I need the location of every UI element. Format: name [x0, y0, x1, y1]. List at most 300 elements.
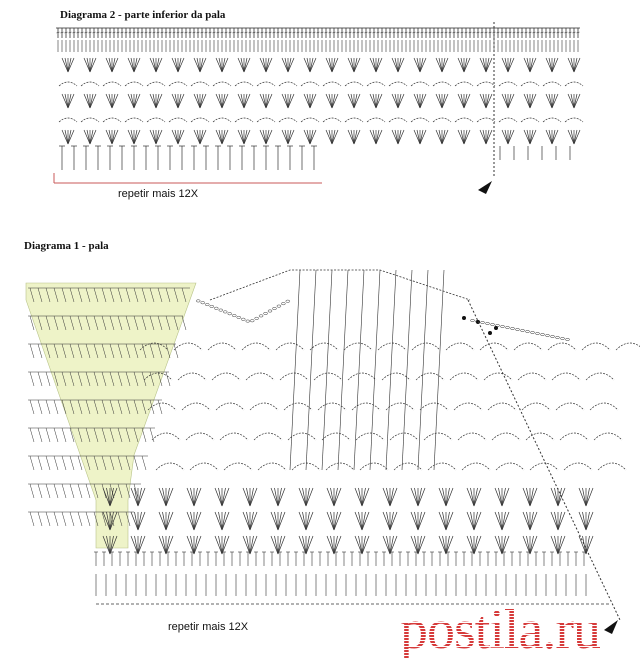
fan-stitch — [65, 58, 68, 72]
fan-stitch — [439, 488, 446, 506]
fan-stitch — [579, 512, 586, 530]
fan-stitch — [288, 94, 291, 108]
chain-stitch — [486, 322, 490, 324]
fan-stitch — [131, 58, 134, 72]
fan-stitch — [480, 94, 486, 108]
chain-arc — [182, 403, 210, 410]
stitch-symbol — [30, 484, 34, 498]
chain-arc — [235, 82, 253, 86]
fan-stitch — [288, 58, 291, 72]
fan-stitch — [530, 488, 537, 506]
fan-stitch — [109, 58, 112, 72]
chain-arc — [565, 82, 583, 86]
fan-stitch — [362, 536, 366, 554]
fan-stitch — [128, 130, 134, 144]
fan-stitch — [370, 58, 376, 72]
chain-stitch — [566, 338, 570, 340]
chain-arc — [484, 373, 512, 380]
fan-stitch — [523, 488, 530, 506]
fan-stitch — [373, 58, 376, 72]
fan-stitch — [241, 58, 244, 72]
fan-stitch — [524, 58, 530, 72]
fan-stitch — [285, 58, 288, 72]
fan-stitch — [524, 130, 530, 144]
watermark-logo — [400, 599, 640, 666]
fan-stitch — [461, 58, 464, 72]
fan-stitch — [334, 536, 341, 554]
fan-stitch — [68, 130, 71, 144]
chain-arc — [190, 463, 218, 470]
fan-stitch — [502, 58, 508, 72]
fan-stitch — [263, 94, 266, 108]
chain-arc — [213, 82, 231, 86]
fan-stitch — [376, 94, 382, 108]
chain-stitch — [214, 307, 218, 309]
chain-arc — [125, 118, 143, 122]
fan-stitch — [411, 536, 418, 554]
chain-arc — [367, 118, 385, 122]
fan-stitch — [303, 512, 307, 530]
chain-stitch — [205, 303, 209, 305]
fan-stitch — [586, 536, 590, 554]
chain-stitch — [255, 317, 259, 319]
fan-stitch — [216, 130, 222, 144]
fan-stitch — [551, 512, 558, 530]
fan-stitch — [215, 536, 222, 554]
stitch-symbol — [70, 484, 74, 498]
stitch-symbol — [46, 400, 50, 414]
fan-stitch — [178, 58, 184, 72]
fan-stitch — [499, 488, 503, 506]
stitch-symbol — [78, 484, 82, 498]
fan-stitch — [134, 94, 137, 108]
fan-stitch — [530, 512, 537, 530]
fan-stitch — [505, 94, 508, 108]
chain-arc — [314, 373, 342, 380]
stitch-symbol — [54, 512, 58, 526]
fan-stitch — [414, 94, 420, 108]
fan-stitch — [200, 130, 206, 144]
chain-stitch — [246, 320, 250, 322]
fan-stitch — [90, 130, 93, 144]
chain-arc — [344, 343, 372, 350]
fan-stitch — [197, 58, 200, 72]
chain-stitch — [286, 300, 290, 302]
stitch-symbol — [418, 270, 428, 470]
chain-arc — [367, 82, 385, 86]
fan-stitch — [215, 512, 222, 530]
fan-stitch — [84, 94, 90, 108]
chain-arc — [530, 463, 558, 470]
chain-stitch — [536, 332, 540, 334]
fan-stitch — [362, 488, 366, 506]
fan-stitch — [395, 94, 398, 108]
chain-arc — [125, 82, 143, 86]
stitch-symbol — [306, 270, 316, 470]
chain-arc — [59, 118, 77, 122]
fan-stitch — [112, 130, 118, 144]
fan-stitch — [194, 536, 201, 554]
fan-stitch — [414, 58, 420, 72]
fan-stitch — [461, 94, 464, 108]
fan-stitch — [439, 130, 442, 144]
chain-stitch — [511, 327, 515, 329]
chain-arc — [454, 403, 482, 410]
chain-arc — [450, 373, 478, 380]
chain-arc — [152, 433, 180, 440]
fan-stitch — [266, 58, 269, 72]
fan-stitch — [555, 512, 559, 530]
fan-stitch — [266, 94, 269, 108]
join-dot — [488, 331, 492, 335]
fan-stitch — [187, 536, 194, 554]
chain-arc — [318, 403, 346, 410]
fan-stitch — [200, 94, 206, 108]
chain-stitch — [228, 313, 232, 315]
watermark-text: postila.ru — [400, 599, 600, 661]
fan-stitch — [464, 130, 470, 144]
fan-stitch — [467, 536, 474, 554]
fan-stitch — [112, 94, 118, 108]
fan-stitch — [530, 536, 534, 554]
fan-stitch — [348, 130, 354, 144]
fan-stitch — [446, 512, 453, 530]
fan-stitch — [530, 130, 536, 144]
diagram2-title: Diagrama 2 - parte inferior da pala — [60, 9, 226, 21]
fan-stitch — [250, 488, 254, 506]
diagram1-title: Diagrama 1 - pala — [24, 240, 109, 252]
fan-stitch — [166, 512, 173, 530]
fan-stitch — [166, 536, 170, 554]
fan-stitch — [178, 130, 181, 144]
chain-arc — [242, 343, 270, 350]
chain-arc — [477, 118, 495, 122]
fan-stitch — [222, 130, 228, 144]
fan-stitch — [260, 58, 266, 72]
fan-stitch — [362, 488, 369, 506]
chain-arc — [598, 463, 626, 470]
chain-stitch — [491, 323, 495, 325]
fan-stitch — [163, 488, 167, 506]
fan-stitch — [502, 94, 508, 108]
fan-stitch — [263, 58, 266, 72]
fan-stitch — [530, 58, 536, 72]
chain-stitch — [232, 314, 236, 316]
fan-stitch — [106, 58, 112, 72]
chain-arc — [616, 343, 640, 350]
diagram1-join-line — [468, 300, 620, 620]
stitch-symbol — [30, 428, 34, 442]
fan-stitch — [288, 94, 294, 108]
fan-stitch — [390, 512, 397, 530]
fan-stitch — [310, 58, 316, 72]
stitch-symbol — [322, 270, 332, 470]
fan-stitch — [215, 488, 222, 506]
chain-arc — [433, 118, 451, 122]
chain-arc — [564, 463, 592, 470]
fan-stitch — [334, 512, 341, 530]
fan-stitch — [586, 488, 590, 506]
fan-stitch — [508, 130, 514, 144]
stitch-symbol — [166, 372, 170, 386]
fan-stitch — [310, 94, 313, 108]
fan-stitch — [278, 512, 282, 530]
chain-stitch — [516, 328, 520, 330]
fan-stitch — [153, 58, 156, 72]
fan-stitch — [474, 512, 478, 530]
fan-stitch — [474, 536, 481, 554]
fan-stitch — [502, 536, 509, 554]
join-dot — [494, 326, 498, 330]
fan-stitch — [474, 512, 481, 530]
chain-stitch — [481, 321, 485, 323]
fan-stitch — [310, 58, 313, 72]
fan-stitch — [285, 130, 288, 144]
fan-stitch — [523, 536, 530, 554]
fan-stitch — [241, 130, 244, 144]
fan-stitch — [306, 536, 310, 554]
fan-stitch — [222, 94, 225, 108]
fan-stitch — [354, 94, 357, 108]
chain-arc — [360, 463, 388, 470]
chain-stitch — [268, 310, 272, 312]
fan-stitch — [370, 130, 376, 144]
fan-stitch — [418, 536, 422, 554]
fan-stitch — [355, 512, 362, 530]
fan-stitch — [138, 488, 145, 506]
fan-stitch — [194, 512, 201, 530]
fan-stitch — [495, 512, 502, 530]
fan-stitch — [134, 58, 137, 72]
fan-stitch — [222, 58, 225, 72]
fan-stitch — [474, 536, 478, 554]
fan-stitch — [348, 58, 354, 72]
chain-arc — [186, 433, 214, 440]
fan-stitch — [271, 488, 278, 506]
fan-stitch — [222, 488, 226, 506]
fan-stitch — [306, 512, 310, 530]
chain-arc — [103, 118, 121, 122]
chain-arc — [446, 343, 474, 350]
fan-stitch — [414, 130, 420, 144]
chain-stitch — [526, 330, 530, 332]
fan-stitch — [395, 130, 398, 144]
fan-stitch — [326, 58, 332, 72]
fan-stitch — [250, 512, 254, 530]
fan-stitch — [387, 536, 391, 554]
fan-stitch — [583, 536, 587, 554]
chain-arc — [477, 82, 495, 86]
fan-stitch — [502, 130, 508, 144]
fan-stitch — [238, 130, 244, 144]
fan-stitch — [552, 94, 558, 108]
fan-stitch — [275, 512, 279, 530]
stitch-symbol — [402, 270, 412, 470]
fan-stitch — [530, 130, 533, 144]
fan-stitch — [304, 94, 310, 108]
fan-stitch — [552, 130, 555, 144]
fan-stitch — [194, 94, 200, 108]
fan-stitch — [571, 58, 574, 72]
chain-arc — [216, 403, 244, 410]
fan-stitch — [551, 488, 558, 506]
chain-arc — [284, 403, 312, 410]
chain-arc — [156, 463, 184, 470]
fan-stitch — [278, 512, 285, 530]
fan-stitch — [546, 94, 552, 108]
stitch-symbol — [182, 316, 186, 330]
fan-stitch — [334, 488, 341, 506]
fan-stitch — [219, 58, 222, 72]
fan-stitch — [411, 488, 418, 506]
fan-stitch — [334, 488, 338, 506]
fan-stitch — [471, 488, 475, 506]
fan-stitch — [552, 58, 558, 72]
fan-stitch — [574, 94, 580, 108]
fan-stitch — [439, 94, 442, 108]
fan-stitch — [586, 488, 593, 506]
fan-stitch — [392, 130, 398, 144]
fan-stitch — [549, 58, 552, 72]
fan-stitch — [418, 488, 425, 506]
fan-stitch — [398, 94, 404, 108]
fan-stitch — [471, 512, 475, 530]
fan-stitch — [112, 58, 118, 72]
chain-arc — [480, 343, 508, 350]
fan-stitch — [244, 58, 247, 72]
fan-stitch — [486, 94, 492, 108]
fan-stitch — [332, 94, 338, 108]
fan-stitch — [502, 536, 506, 554]
fan-stitch — [156, 94, 159, 108]
fan-stitch — [415, 488, 419, 506]
fan-stitch — [351, 94, 354, 108]
fan-stitch — [222, 488, 229, 506]
fan-stitch — [483, 94, 486, 108]
fan-stitch — [178, 58, 181, 72]
fan-stitch — [304, 58, 310, 72]
fan-stitch — [332, 58, 335, 72]
stitch-symbol — [46, 456, 50, 470]
fan-stitch — [530, 94, 536, 108]
fan-stitch — [527, 130, 530, 144]
fan-stitch — [219, 536, 223, 554]
fan-stitch — [172, 58, 178, 72]
fan-stitch — [327, 536, 334, 554]
fan-stitch — [331, 488, 335, 506]
fan-stitch — [420, 130, 423, 144]
fan-stitch — [332, 58, 338, 72]
fan-stitch — [390, 488, 397, 506]
stitch-symbol — [434, 270, 444, 470]
fan-stitch — [172, 130, 178, 144]
fan-stitch — [499, 512, 503, 530]
fan-stitch — [243, 488, 250, 506]
chain-stitch — [556, 336, 560, 338]
fan-stitch — [359, 512, 363, 530]
fan-stitch — [244, 58, 250, 72]
fan-stitch — [299, 512, 306, 530]
fan-stitch — [327, 488, 334, 506]
fan-stitch — [134, 58, 140, 72]
fan-stitch — [436, 94, 442, 108]
chain-arc — [462, 463, 490, 470]
fan-stitch — [420, 58, 423, 72]
fan-stitch — [373, 94, 376, 108]
chain-arc — [257, 82, 275, 86]
fan-stitch — [558, 536, 562, 554]
chain-arc — [518, 373, 546, 380]
fan-stitch — [219, 512, 223, 530]
fan-stitch — [398, 58, 401, 72]
fan-stitch — [282, 94, 288, 108]
stitch-symbol — [38, 344, 42, 358]
fan-stitch — [131, 488, 138, 506]
fan-stitch — [376, 130, 379, 144]
fan-stitch — [178, 94, 184, 108]
fan-stitch — [480, 58, 486, 72]
fan-stitch — [571, 130, 574, 144]
fan-stitch — [530, 488, 534, 506]
fan-stitch — [329, 94, 332, 108]
stitch-symbol — [386, 270, 396, 470]
fan-stitch — [150, 58, 156, 72]
fan-stitch — [464, 94, 470, 108]
chain-arc — [348, 373, 376, 380]
fan-stitch — [266, 94, 272, 108]
chain-arc — [433, 82, 451, 86]
fan-stitch — [194, 488, 201, 506]
fan-stitch — [546, 58, 552, 72]
chain-arc — [323, 82, 341, 86]
chain-arc — [412, 343, 440, 350]
stitch-symbol — [70, 512, 74, 526]
chain-arc — [323, 118, 341, 122]
fan-stitch — [418, 512, 425, 530]
stitch-symbol — [54, 456, 58, 470]
fan-stitch — [326, 94, 332, 108]
fan-stitch — [486, 130, 489, 144]
fan-stitch — [260, 94, 266, 108]
fan-stitch — [392, 94, 398, 108]
fan-stitch — [90, 130, 96, 144]
chain-stitch — [471, 319, 475, 321]
fan-stitch — [166, 536, 173, 554]
fan-stitch — [222, 130, 225, 144]
fan-stitch — [112, 58, 115, 72]
stitch-symbol — [370, 270, 380, 470]
fan-stitch — [306, 488, 310, 506]
fan-stitch — [90, 94, 93, 108]
chain-arc — [594, 433, 622, 440]
fan-stitch — [263, 130, 266, 144]
fan-stitch — [200, 58, 206, 72]
fan-stitch — [552, 94, 555, 108]
fan-stitch — [68, 58, 74, 72]
fan-stitch — [458, 130, 464, 144]
fan-stitch — [266, 58, 272, 72]
fan-stitch — [383, 512, 390, 530]
stitch-symbol — [78, 512, 82, 526]
fan-stitch — [329, 130, 332, 144]
fan-stitch — [558, 536, 565, 554]
fan-stitch — [112, 94, 115, 108]
chain-arc — [455, 82, 473, 86]
fan-stitch — [138, 536, 142, 554]
fan-stitch — [175, 94, 178, 108]
fan-stitch — [523, 512, 530, 530]
stitch-symbol — [46, 372, 50, 386]
